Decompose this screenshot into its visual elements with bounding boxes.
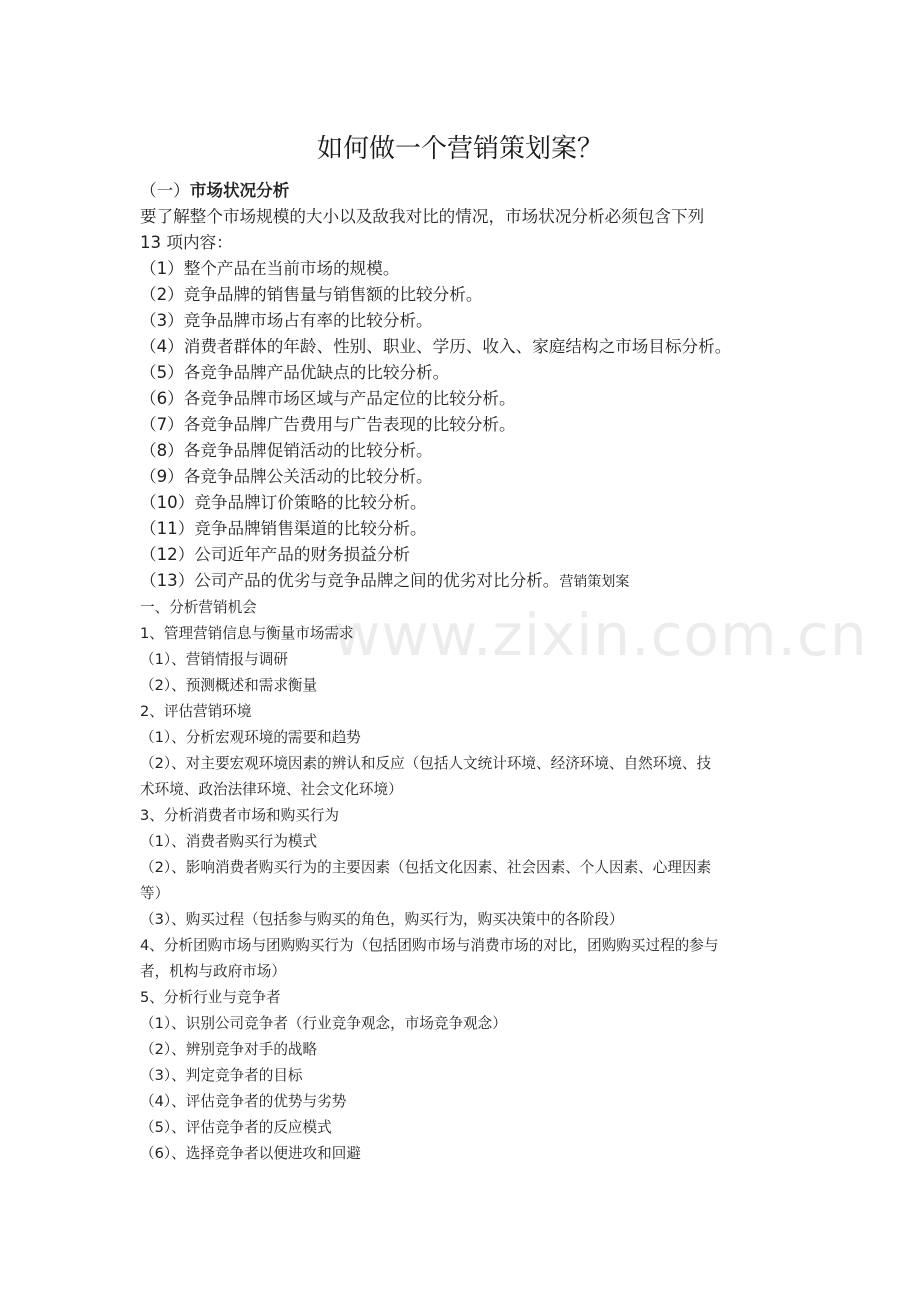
outline-line: （2）、预测概述和需求衡量 (140, 677, 318, 694)
outline-line: 4、分析团购市场与团购购买行为（包括团购市场与消费市场的对比，团购购买过程的参与 (140, 937, 719, 954)
market-item: （7）各竞争品牌广告费用与广告表现的比较分析。 (140, 415, 516, 434)
outline-line: 3、分析消费者市场和购买行为 (140, 807, 340, 824)
market-item: （1）整个产品在当前市场的规模。 (140, 259, 400, 278)
market-item-suffix: 营销策划案 (559, 574, 630, 590)
outline-line: （1）、营销情报与调研 (140, 651, 288, 668)
outline-line: （1）、识别公司竞争者（行业竞争观念，市场竞争观念） (140, 1015, 507, 1032)
outline-line: 2、评估营销环境 (140, 703, 252, 720)
market-item: （12）公司近年产品的财务损益分析 (140, 545, 411, 564)
market-item: （11）竞争品牌销售渠道的比较分析。 (140, 519, 427, 538)
market-item: （9）各竞争品牌公关活动的比较分析。 (140, 467, 433, 486)
market-item: （10）竞争品牌订价策略的比较分析。 (140, 493, 427, 512)
outline-line: （5）、评估竞争者的反应模式 (140, 1119, 332, 1136)
intro-line: 13 项内容： (140, 233, 233, 252)
document-title: 如何做一个营销策划案？ (316, 134, 603, 164)
outline-line: 一、分析营销机会 (140, 599, 257, 616)
outline-line: （1）、分析宏观环境的需要和趋势 (140, 729, 361, 746)
market-item-text: （13）公司产品的优劣与竞争品牌之间的优劣对比分析。 (140, 571, 560, 590)
outline-line: 等） (140, 885, 170, 902)
market-item: （6）各竞争品牌市场区域与产品定位的比较分析。 (140, 389, 516, 408)
outline-line: （2）、影响消费者购买行为的主要因素（包括文化因素、社会因素、个人因素、心理因素 (140, 859, 712, 876)
market-item: （3）竞争品牌市场占有率的比较分析。 (140, 311, 433, 330)
watermark-text: www.zixin.com.cn (333, 601, 868, 669)
intro-line: 要了解整个市场规模的大小以及敌我对比的情况，市场状况分析必须包含下列 (140, 207, 705, 226)
outline-line: （1）、消费者购买行为模式 (140, 833, 318, 850)
outline-line: 者，机构与政府市场） (140, 963, 286, 980)
outline-line: （3）、购买过程（包括参与购买的角色，购买行为，购买决策中的各阶段） (140, 911, 624, 928)
market-item: （5）各竞争品牌产品优缺点的比较分析。 (140, 363, 450, 382)
outline-line: 术环境、政治法律环境、社会文化环境） (140, 781, 403, 798)
outline-line: （6）、选择竞争者以便进攻和回避 (140, 1145, 361, 1162)
market-item (140, 570, 629, 593)
market-item: （8）各竞争品牌促销活动的比较分析。 (140, 441, 433, 460)
section-heading-number: （一） (140, 181, 190, 200)
outline-line: 5、分析行业与竞争者 (140, 989, 281, 1006)
section-heading (140, 180, 289, 202)
market-item: （2）竞争品牌的销售量与销售额的比较分析。 (140, 285, 483, 304)
outline-line: （4）、评估竞争者的优势与劣势 (140, 1093, 347, 1110)
outline-line: （2）、辨别竞争对手的战略 (140, 1041, 318, 1058)
section-heading-text: 市场状况分析 (189, 181, 290, 200)
outline-line: （3）、判定竞争者的目标 (140, 1067, 303, 1084)
market-item: （4）消费者群体的年龄、性别、职业、学历、收入、家庭结构之市场目标分析。 (140, 337, 732, 356)
outline-line: 1、管理营销信息与衡量市场需求 (140, 625, 354, 642)
outline-line: （2）、对主要宏观环境因素的辨认和反应（包括人文统计环境、经济环境、自然环境、技 (140, 755, 712, 772)
